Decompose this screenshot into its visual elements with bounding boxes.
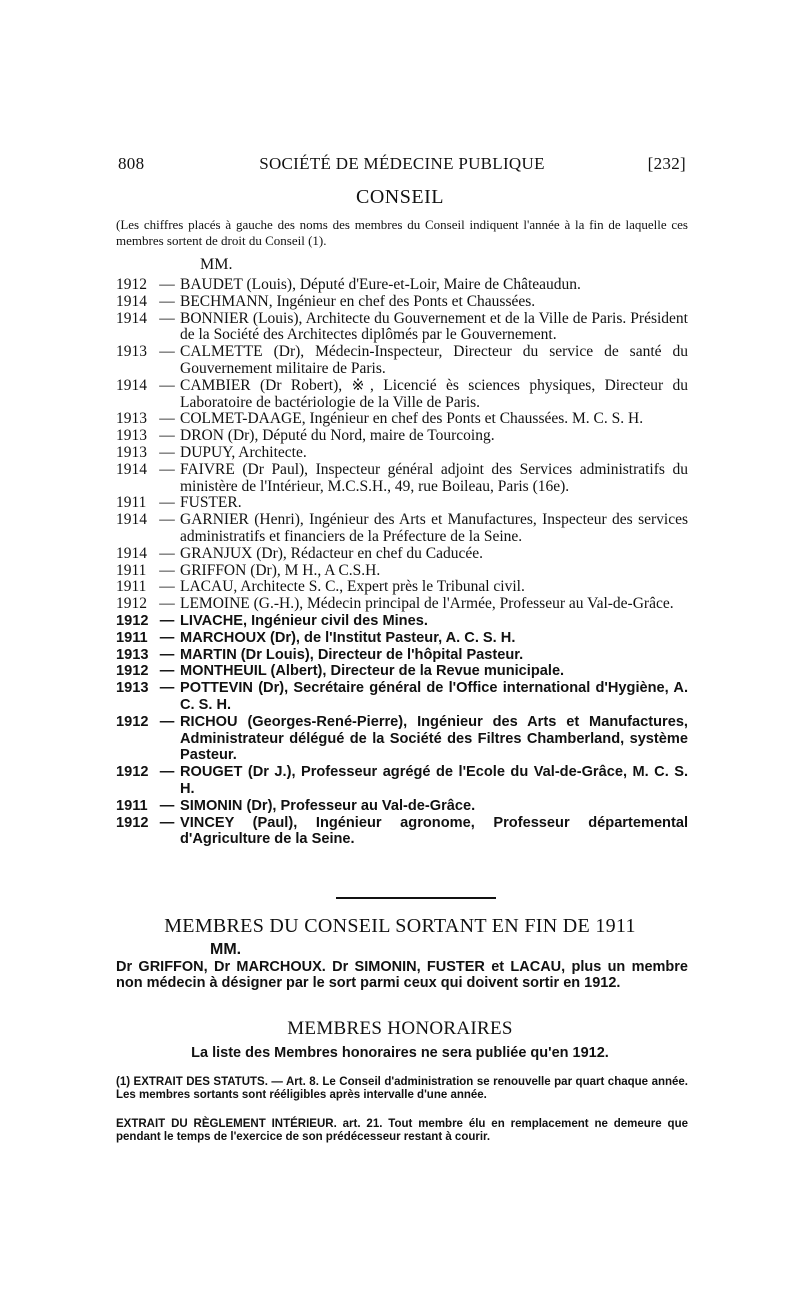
member-entry — [116, 512, 688, 546]
member-year: 1912 — [116, 814, 149, 831]
member-text: LIVACHE, Ingénieur civil des Mines. — [180, 612, 428, 629]
dash: — — [159, 764, 175, 781]
member-entry — [116, 311, 688, 345]
member-year: 1911 — [116, 494, 147, 512]
member-year: 1911 — [116, 629, 148, 646]
member-text: GARNIER (Henri), Ingénieur des Arts et Manufactures, Inspecteur des services administratifs et financiers de la Préfecture de la Seine. — [180, 511, 688, 545]
dash: — — [159, 460, 175, 478]
member-text: FUSTER. — [180, 494, 242, 512]
member-year: 1914 — [116, 376, 147, 394]
member-year: 1911 — [116, 561, 147, 579]
dash: — — [159, 427, 175, 445]
member-entry — [116, 546, 688, 563]
running-title: SOCIÉTÉ DE MÉDECINE PUBLIQUE — [259, 154, 545, 173]
member-entry — [116, 596, 688, 613]
dash: — — [159, 814, 175, 831]
member-text: RICHOU (Georges-René-Pierre), Ingénieur des Arts et Manufactures, Administrateur délégué de la Société des Filtres Chamberland, système Pasteur. — [180, 713, 688, 764]
sortant-mm: MM. — [210, 941, 242, 958]
member-entry — [116, 798, 688, 815]
member-text: DUPUY, Architecte. — [180, 443, 307, 461]
conseil-intro: (Les chiffres placés à gauche des noms des membres du Conseil indiquent l'année à la fin de laquelle ces membres sortent de droit du Conseil (1). — [116, 217, 688, 248]
dash: — — [159, 629, 175, 646]
member-entry — [116, 630, 688, 647]
dash: — — [159, 680, 175, 697]
dash: — — [159, 376, 175, 394]
member-text: MARTIN (Dr Louis), Directeur de l'hôpital Pasteur. — [180, 646, 524, 663]
member-entry — [116, 428, 688, 445]
member-text: COLMET-DAAGE, Ingénieur en chef des Ponts et Chaussées. M. C. S. H. — [180, 410, 644, 428]
member-year: 1912 — [116, 764, 149, 781]
dash: — — [159, 511, 175, 529]
dash: — — [159, 595, 175, 613]
sortant-heading: MEMBRES DU CONSEIL SORTANT EN FIN DE 1911 — [164, 915, 636, 937]
member-text: POTTEVIN (Dr), Secrétaire général de l'Office international d'Hygiène, A. C. S. H. — [180, 680, 688, 713]
dash: — — [159, 663, 175, 680]
member-text: GRANJUX (Dr), Rédacteur en chef du Caducée. — [180, 544, 483, 562]
member-year: 1913 — [116, 646, 149, 663]
dash: — — [159, 309, 175, 327]
member-year: 1911 — [116, 578, 147, 596]
member-text: LEMOINE (G.-H.), Médecin principal de l'Armée, Professeur au Val-de-Grâce. — [180, 595, 674, 613]
member-year: 1914 — [116, 309, 147, 327]
dash: — — [159, 494, 175, 512]
member-entry — [116, 764, 688, 798]
dash: — — [159, 276, 175, 293]
member-text: DRON (Dr), Député du Nord, maire de Tourcoing. — [180, 427, 495, 445]
honoraires-heading: MEMBRES HONORAIRES — [287, 1018, 513, 1039]
member-year: 1914 — [116, 544, 147, 562]
dash: — — [159, 578, 175, 596]
conseil-mm: MM. — [200, 256, 233, 273]
member-year: 1912 — [116, 713, 149, 730]
member-entry — [116, 563, 688, 580]
member-entry — [116, 411, 688, 428]
member-year: 1912 — [116, 612, 149, 629]
footnote-reglement: EXTRAIT DU RÈGLEMENT INTÉRIEUR. art. 21. Tout membre élu en remplacement ne demeure que pendant le temps de l'exercice de son prédécesseur restant à courir. — [116, 1118, 688, 1143]
dash: — — [159, 343, 175, 361]
dash: — — [159, 410, 175, 428]
section-divider — [336, 897, 496, 899]
member-year: 1914 — [116, 292, 147, 310]
member-text: CAMBIER (Dr Robert), ※, Licencié ès sciences physiques, Directeur du Laboratoire de bactériologie de la Ville de Paris. — [180, 376, 688, 411]
member-entry — [116, 344, 688, 378]
footnote-statuts: (1) EXTRAIT DES STATUTS. — Art. 8. Le Conseil d'administration se renouvelle par quart chaque année. Les membres sortants sont rééligibles après intervalle d'une année. — [116, 1076, 688, 1101]
member-entry — [116, 277, 688, 294]
member-year: 1912 — [116, 595, 147, 613]
member-text: MARCHOUX (Dr), de l'Institut Pasteur, A. C. S. H. — [180, 629, 516, 646]
member-year: 1914 — [116, 511, 147, 529]
member-text: SIMONIN (Dr), Professeur au Val-de-Grâce. — [180, 797, 476, 814]
member-entry — [116, 613, 688, 630]
member-entry — [116, 815, 688, 849]
member-entry — [116, 462, 688, 496]
member-entry — [116, 680, 688, 714]
dash: — — [159, 612, 175, 629]
dash: — — [159, 292, 175, 310]
page-number: 808 — [118, 154, 145, 173]
member-text: ROUGET (Dr J.), Professeur agrégé de l'Ecole du Val-de-Grâce, M. C. S. H. — [180, 764, 688, 797]
member-entry — [116, 378, 688, 412]
member-entry — [116, 647, 688, 664]
running-head — [118, 154, 686, 176]
member-text: FAIVRE (Dr Paul), Inspecteur général adjoint des Services administratifs du ministère de l'Intérieur, M.C.S.H., 49, rue Boileau, Paris (16e). — [180, 460, 688, 495]
dash: — — [159, 561, 175, 579]
member-year: 1912 — [116, 663, 149, 680]
member-year: 1913 — [116, 680, 149, 697]
member-entry — [116, 445, 688, 462]
member-entry — [116, 495, 688, 512]
member-entry — [116, 294, 688, 311]
dash: — — [159, 443, 175, 461]
member-text: BAUDET (Louis), Député d'Eure-et-Loir, Maire de Châteaudun. — [180, 276, 581, 293]
conseil-heading: CONSEIL — [356, 186, 444, 208]
member-year: 1913 — [116, 427, 147, 445]
member-entry — [116, 663, 688, 680]
member-text: GRIFFON (Dr), M H., A C.S.H. — [180, 561, 381, 579]
member-text: VINCEY (Paul), Ingénieur agronome, Professeur départemental d'Agriculture de la Seine. — [180, 814, 688, 848]
member-text: LACAU, Architecte S. C., Expert près le Tribunal civil. — [180, 578, 525, 596]
member-year: 1913 — [116, 410, 147, 428]
member-year: 1911 — [116, 797, 148, 814]
dash: — — [159, 544, 175, 562]
member-year: 1913 — [116, 343, 147, 361]
member-year: 1912 — [116, 276, 147, 293]
member-text: BECHMANN, Ingénieur en chef des Ponts et Chaussées. — [180, 292, 536, 310]
member-text: BONNIER (Louis), Architecte du Gouvernement et de la Ville de Paris. Président de la Société des Architectes diplômés par le Gouvernement. — [180, 309, 688, 344]
dash: — — [159, 797, 175, 814]
member-list — [116, 277, 688, 848]
dash: — — [159, 713, 175, 730]
reference-number: [232] — [647, 154, 686, 173]
member-entry — [116, 579, 688, 596]
sortant-text: Dr GRIFFON, Dr MARCHOUX. Dr SIMONIN, FUSTER et LACAU, plus un membre non médecin à désigner par le sort parmi ceux qui doivent sortir en 1912. — [116, 959, 688, 991]
member-text: MONTHEUIL (Albert), Directeur de la Revue municipale. — [180, 663, 565, 680]
honoraires-text: La liste des Membres honoraires ne sera publiée qu'en 1912. — [191, 1045, 609, 1061]
member-text: CALMETTE (Dr), Médecin-Inspecteur, Directeur du service de santé du Gouvernement militaire de Paris. — [180, 343, 688, 377]
dash: — — [159, 646, 175, 663]
member-year: 1913 — [116, 443, 147, 461]
member-entry — [116, 714, 688, 764]
member-year: 1914 — [116, 460, 147, 478]
